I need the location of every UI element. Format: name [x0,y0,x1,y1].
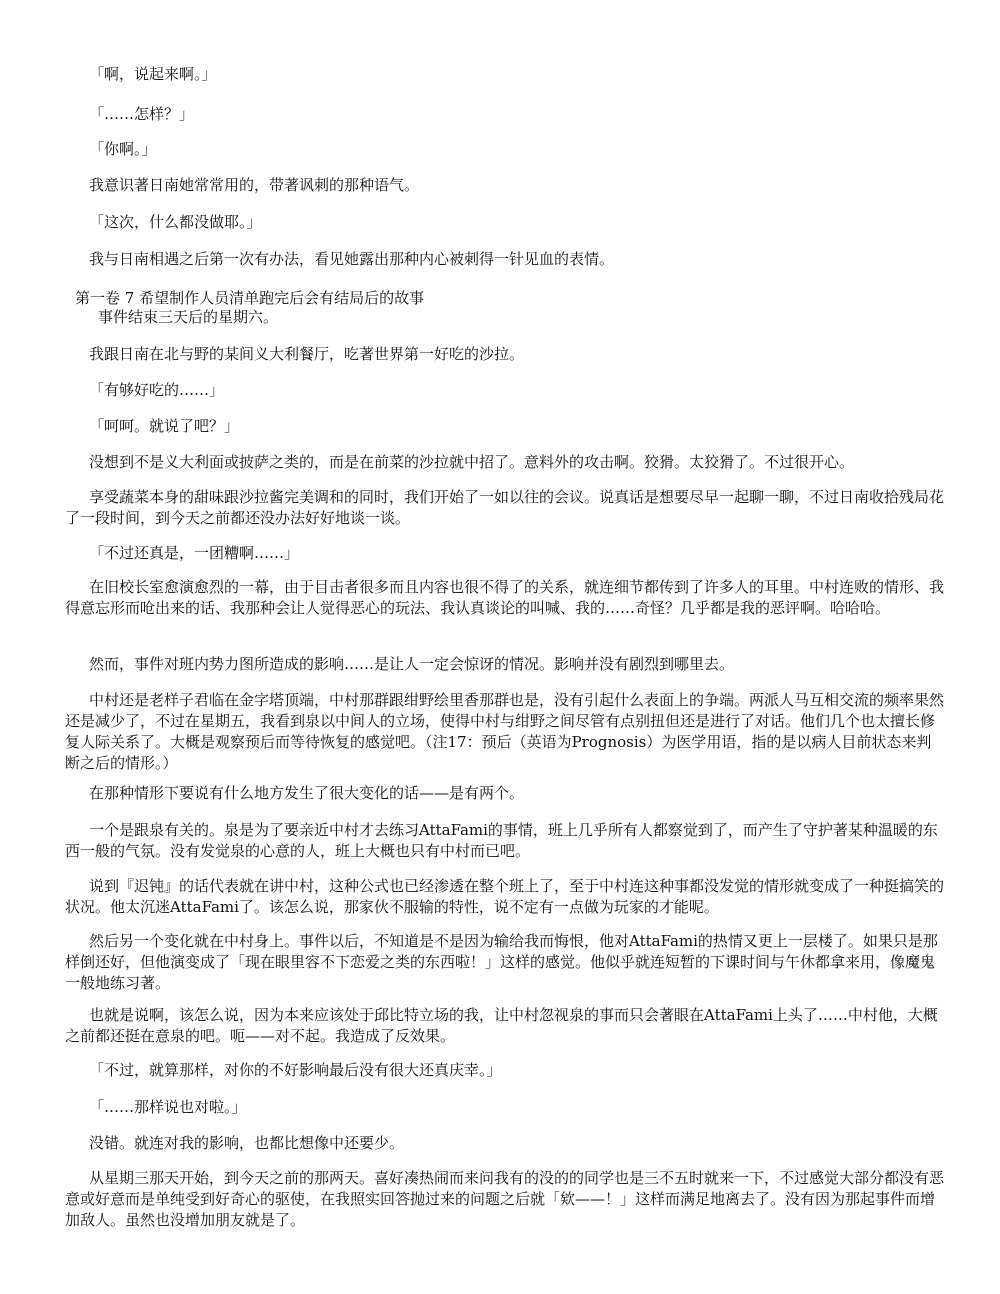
narration-paragraph: 我跟日南在北与野的某间义大利餐厅，吃著世界第一好吃的沙拉。 [89,345,525,363]
narration-paragraph: 然而，事件对班内势力图所造成的影响……是让人一定会惊讶的情况。影响并没有剧烈到哪里去。 [89,655,735,673]
narration-paragraph: 享受蔬菜本身的甜味跟沙拉酱完美调和的同时，我们开始了一如以往的会议。说真话是想要尽早一起聊一聊，不过日南收拾残局花了一段时间，到今天之前都还没办法好好地谈一谈。 [65,488,945,527]
narration-paragraph: 说到『迟钝』的话代表就在讲中村，这种公式也已经渗透在整个班上了，至于中村连这种事都没发觉的情形就变成了一种挺搞笑的状况。他太沉迷AttaFami了。该怎么说，那家伙不服输的特性，说不定有一点做为玩家的才能呢。 [65,877,945,916]
dialogue-line: 「不过，就算那样，对你的不好影响最后没有很大还真庆幸。」 [89,1061,502,1079]
narration-paragraph: 从星期三那天开始，到今天之前的那两天。喜好凑热闹而来问我有的没的的同学也是三不五时就来一下，不过感觉大部分都没有恶意或好意而是单纯受到好奇心的驱使，在我照实回答抛过来的问题之后就「欸——！」这样而满足地离去了。没有因为那起事件而增加敌人。虽然也没增加朋友就是了。 [65,1169,945,1229]
narration-paragraph: 然后另一个变化就在中村身上。事件以后，不知道是不是因为输给我而悔恨，他对AttaFami的热情又更上一层楼了。如果只是那样倒还好，但他演变成了「现在眼里容不下恋爱之类的东西啦！」这样的感觉。他似乎就连短暂的下课时间与午休都拿来用，像魔鬼一般地练习著。 [65,932,938,992]
dialogue-line: 「……那样说也对啦。」 [89,1098,247,1116]
dialogue-line: 「呵呵。就说了吧？」 [89,417,240,435]
dialogue-line: 「有够好吃的……」 [89,381,225,399]
dialogue-line: 「……怎样？」 [89,105,195,123]
narration-paragraph: 也就是说啊，该怎么说，因为本来应该处于邱比特立场的我，让中村忽视泉的事而只会著眼在AttaFami上头了……中村他，大概之前都还挺在意泉的吧。呃——对不起。我造成了反效果。 [65,1006,938,1045]
narration-paragraph: 中村还是老样子君临在金字塔顶端，中村那群跟绀野绘里香那群也是，没有引起什么表面上的争端。两派人马互相交流的频率果然还是减少了，不过在星期五，我看到泉以中间人的立场，使得中村与绀野之间尽管有点别扭但还是进行了对话。他们几个也太擅长修复人际关系了。大概是观察预后而等待恢复的感觉吧。（注17：预后（英语为Prognosis）为医学用语，指的是以病人目前状态来判断之后的情形。） [65,691,945,772]
dialogue-line: 「你啊。」 [89,140,157,158]
narration-paragraph: 事件结束三天后的星期六。 [98,308,279,326]
dialogue-line: 「啊，说起来啊。」 [89,65,217,83]
narration-paragraph: 没错。就连对我的影响，也都比想像中还要少。 [89,1134,405,1152]
narration-paragraph: 一个是跟泉有关的。泉是为了要亲近中村才去练习AttaFami的事情，班上几乎所有人都察觉到了，而产生了守护著某种温暖的东西一般的气氛。没有发觉泉的心意的人，班上大概也只有中村而已吧。 [65,821,938,860]
dialogue-line: 「这次，什么都没做耶。」 [89,213,262,231]
narration-paragraph: 在旧校长室愈演愈烈的一幕，由于目击者很多而且内容也很不得了的关系，就连细节都传到了许多人的耳里。中村连败的情形、我得意忘形而呛出来的话、我那种会让人觉得恶心的玩法、我认真谈论的叫喊、我的……奇怪？几乎都是我的恶评啊。哈哈哈。 [65,578,945,617]
narration-paragraph: 在那种情形下要说有什么地方发生了很大变化的话——是有两个。 [89,784,525,802]
dialogue-line: 「不过还真是，一团糟啊……」 [89,544,300,562]
narration-paragraph: 我与日南相遇之后第一次有办法，看见她露出那种内心被刺得一针见血的表情。 [89,250,615,268]
narration-paragraph: 没想到不是义大利面或披萨之类的，而是在前菜的沙拉就中招了。意料外的攻击啊。狡猾。太狡猾了。不过很开心。 [89,453,855,471]
chapter-heading: 第一卷 7 希望制作人员清单跑完后会有结局后的故事 [75,289,425,307]
narration-paragraph: 我意识著日南她常常用的，带著讽刺的那种语气。 [89,176,420,194]
